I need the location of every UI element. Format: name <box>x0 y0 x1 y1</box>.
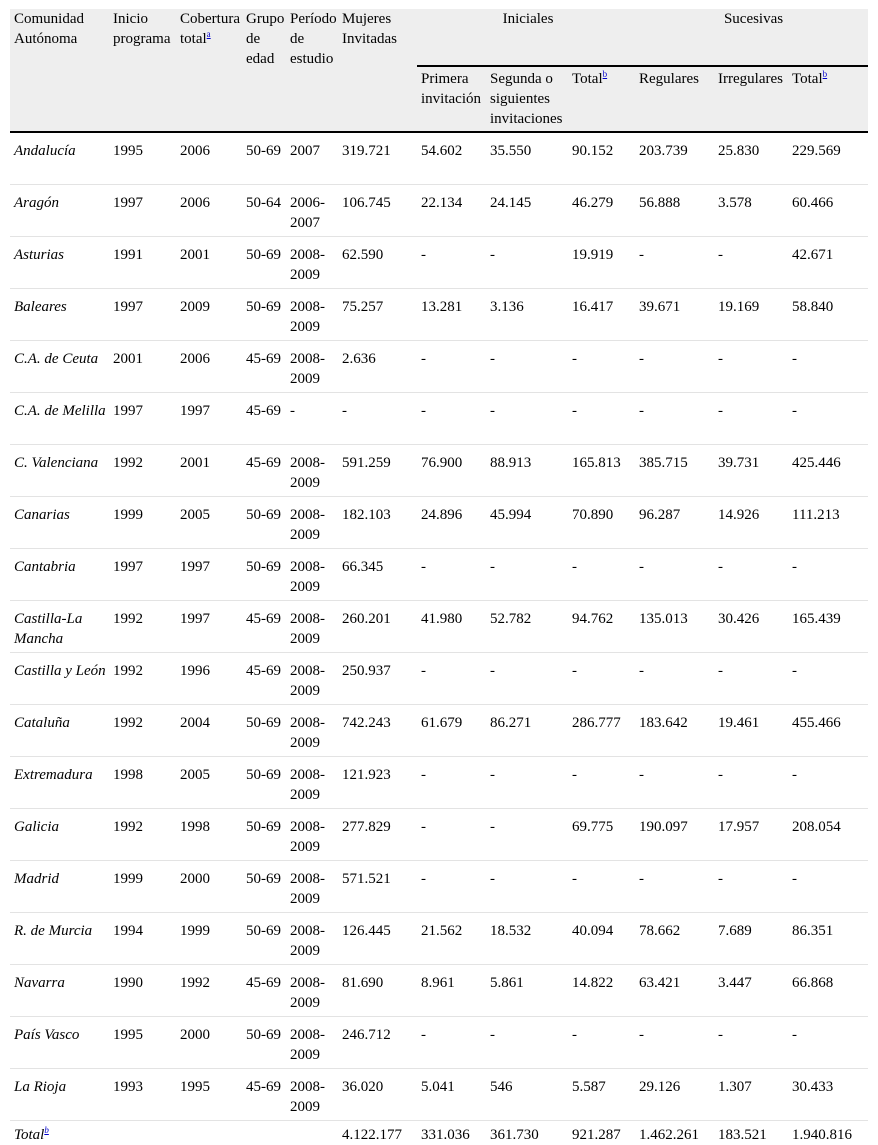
cell-total-suc: - <box>788 861 868 913</box>
cell-segunda: - <box>486 1017 568 1069</box>
table-row <box>10 289 868 341</box>
table-row <box>10 1017 868 1069</box>
cell-total-ini: - <box>568 393 635 445</box>
cell-irregulares: 19.169 <box>714 289 788 341</box>
cell-segunda: 88.913 <box>486 445 568 497</box>
cell-primera: 76.900 <box>417 445 486 497</box>
cell-total-suc: 60.466 <box>788 185 868 237</box>
cell-periodo: 2008-2009 <box>286 1069 338 1121</box>
cell-total-suc: - <box>788 549 868 601</box>
cell-region: Cantabria <box>10 549 109 601</box>
cell-segunda: - <box>486 757 568 809</box>
cell-mujeres: 121.923 <box>338 757 417 809</box>
footnote-b-link[interactable]: b <box>823 69 828 79</box>
col-header-grupo: Grupo de edad <box>242 9 286 132</box>
cell-periodo: 2008-2009 <box>286 965 338 1017</box>
cell-regulares: - <box>635 393 714 445</box>
total-empty-cell <box>176 1121 242 1145</box>
total-empty-cell <box>286 1121 338 1145</box>
cell-inicio: 1993 <box>109 1069 176 1121</box>
cell-cobertura: 1996 <box>176 653 242 705</box>
cell-grupo: 45-69 <box>242 393 286 445</box>
total-cell-segunda: 361.730 <box>486 1121 568 1145</box>
cell-primera: - <box>417 757 486 809</box>
cell-periodo: 2008-2009 <box>286 601 338 653</box>
cell-regulares: 63.421 <box>635 965 714 1017</box>
cell-total-suc: 42.671 <box>788 237 868 289</box>
cell-segunda: - <box>486 653 568 705</box>
cell-segunda: - <box>486 549 568 601</box>
cell-region: Aragón <box>10 185 109 237</box>
cell-cobertura: 1997 <box>176 393 242 445</box>
cell-grupo: 50-69 <box>242 861 286 913</box>
cell-grupo: 45-69 <box>242 601 286 653</box>
group-header-iniciales: Iniciales <box>417 9 635 66</box>
cell-cobertura: 1998 <box>176 809 242 861</box>
cell-regulares: 29.126 <box>635 1069 714 1121</box>
cell-cobertura: 2006 <box>176 341 242 393</box>
cell-total-suc: 229.569 <box>788 132 868 185</box>
cell-inicio: 1990 <box>109 965 176 1017</box>
total-iniciales-label: Total <box>572 71 603 87</box>
cell-total-ini: 5.587 <box>568 1069 635 1121</box>
cell-primera: 21.562 <box>417 913 486 965</box>
cell-region: Galicia <box>10 809 109 861</box>
cell-periodo: 2008-2009 <box>286 237 338 289</box>
header-row-top <box>10 9 868 66</box>
cell-segunda: - <box>486 393 568 445</box>
cell-grupo: 50-69 <box>242 913 286 965</box>
cell-inicio: 1992 <box>109 653 176 705</box>
cell-total-ini: 40.094 <box>568 913 635 965</box>
col-header-total-sucesivas <box>788 66 868 132</box>
cell-region: Asturias <box>10 237 109 289</box>
cell-primera: - <box>417 861 486 913</box>
cell-periodo: 2008-2009 <box>286 913 338 965</box>
cell-primera: 54.602 <box>417 132 486 185</box>
footnote-b-link[interactable]: b <box>44 1125 49 1135</box>
cell-inicio: 1997 <box>109 185 176 237</box>
cell-grupo: 45-69 <box>242 965 286 1017</box>
cell-region: C.A. de Ceuta <box>10 341 109 393</box>
cell-cobertura: 2005 <box>176 757 242 809</box>
cell-region: C. Valenciana <box>10 445 109 497</box>
cell-total-ini: 16.417 <box>568 289 635 341</box>
cell-total-ini: 165.813 <box>568 445 635 497</box>
cell-inicio: 1992 <box>109 601 176 653</box>
table-row <box>10 757 868 809</box>
col-header-segunda: Segunda o siguientes invitaciones <box>486 66 568 132</box>
cell-periodo: 2008-2009 <box>286 757 338 809</box>
cell-irregulares: - <box>714 1017 788 1069</box>
cell-irregulares: 17.957 <box>714 809 788 861</box>
total-cell-mujeres: 4.122.177 <box>338 1121 417 1145</box>
table-row <box>10 913 868 965</box>
cell-periodo: 2008-2009 <box>286 1017 338 1069</box>
cell-grupo: 45-69 <box>242 653 286 705</box>
cell-regulares: 135.013 <box>635 601 714 653</box>
cell-primera: - <box>417 393 486 445</box>
cell-segunda: 86.271 <box>486 705 568 757</box>
table-body <box>10 132 868 1145</box>
cell-total-suc: - <box>788 757 868 809</box>
cell-regulares: 190.097 <box>635 809 714 861</box>
cell-cobertura: 2004 <box>176 705 242 757</box>
cell-segunda: - <box>486 341 568 393</box>
total-label-cell <box>10 1121 109 1145</box>
cell-total-suc: 86.351 <box>788 913 868 965</box>
col-header-inicio: Inicio programa <box>109 9 176 132</box>
cell-irregulares: - <box>714 393 788 445</box>
cell-mujeres: 66.345 <box>338 549 417 601</box>
cell-inicio: 1997 <box>109 393 176 445</box>
col-header-comunidad: Comunidad Autónoma <box>10 9 109 132</box>
cell-region: La Rioja <box>10 1069 109 1121</box>
cell-mujeres: 319.721 <box>338 132 417 185</box>
cell-irregulares: - <box>714 757 788 809</box>
cell-irregulares: 1.307 <box>714 1069 788 1121</box>
table-row <box>10 601 868 653</box>
cell-segunda: - <box>486 809 568 861</box>
cell-cobertura: 2006 <box>176 132 242 185</box>
cell-total-suc: 165.439 <box>788 601 868 653</box>
cell-primera: - <box>417 549 486 601</box>
col-header-mujeres: Mujeres Invitadas <box>338 9 417 132</box>
cell-region: Andalucía <box>10 132 109 185</box>
cell-mujeres: 742.243 <box>338 705 417 757</box>
cell-segunda: - <box>486 237 568 289</box>
cell-primera: 22.134 <box>417 185 486 237</box>
cell-inicio: 1991 <box>109 237 176 289</box>
total-cell-regulares: 1.462.261 <box>635 1121 714 1145</box>
cell-grupo: 50-69 <box>242 809 286 861</box>
cell-segunda: 546 <box>486 1069 568 1121</box>
table-row <box>10 1069 868 1121</box>
cell-cobertura: 2006 <box>176 185 242 237</box>
cell-primera: - <box>417 1017 486 1069</box>
cell-region: Extremadura <box>10 757 109 809</box>
cell-inicio: 1999 <box>109 497 176 549</box>
cell-regulares: 96.287 <box>635 497 714 549</box>
cell-total-suc: 66.868 <box>788 965 868 1017</box>
cell-mujeres: 250.937 <box>338 653 417 705</box>
cell-irregulares: 19.461 <box>714 705 788 757</box>
table-row <box>10 497 868 549</box>
cell-primera: - <box>417 341 486 393</box>
cell-mujeres: 62.590 <box>338 237 417 289</box>
cell-cobertura: 1992 <box>176 965 242 1017</box>
cell-inicio: 1995 <box>109 1017 176 1069</box>
cell-grupo: 50-69 <box>242 132 286 185</box>
cell-primera: 13.281 <box>417 289 486 341</box>
cell-inicio: 1994 <box>109 913 176 965</box>
cell-irregulares: - <box>714 861 788 913</box>
cell-total-ini: 70.890 <box>568 497 635 549</box>
cell-regulares: - <box>635 237 714 289</box>
cell-grupo: 45-69 <box>242 445 286 497</box>
cell-grupo: 50-69 <box>242 549 286 601</box>
cell-total-suc: 111.213 <box>788 497 868 549</box>
cell-total-suc: - <box>788 1017 868 1069</box>
cell-periodo: 2008-2009 <box>286 445 338 497</box>
col-header-regulares: Regulares <box>635 66 714 132</box>
cell-mujeres: 246.712 <box>338 1017 417 1069</box>
cell-irregulares: - <box>714 549 788 601</box>
table-row <box>10 861 868 913</box>
cell-region: Madrid <box>10 861 109 913</box>
cell-total-ini: - <box>568 653 635 705</box>
cell-periodo: 2007 <box>286 132 338 185</box>
cell-total-suc: 58.840 <box>788 289 868 341</box>
total-row <box>10 1121 868 1145</box>
cell-total-suc: - <box>788 653 868 705</box>
col-header-total-iniciales <box>568 66 635 132</box>
col-header-periodo: Período de estudio <box>286 9 338 132</box>
table-row <box>10 445 868 497</box>
cell-primera: - <box>417 809 486 861</box>
cell-grupo: 50-69 <box>242 1017 286 1069</box>
cobertura-label: Cobertura total <box>180 11 240 47</box>
cell-segunda: 24.145 <box>486 185 568 237</box>
cell-region: C.A. de Melilla <box>10 393 109 445</box>
cell-grupo: 50-69 <box>242 237 286 289</box>
cell-total-ini: - <box>568 341 635 393</box>
cell-total-ini: - <box>568 757 635 809</box>
cell-periodo: 2008-2009 <box>286 497 338 549</box>
group-header-sucesivas: Sucesivas <box>635 9 868 66</box>
cell-irregulares: 30.426 <box>714 601 788 653</box>
table-row <box>10 705 868 757</box>
cell-mujeres: 36.020 <box>338 1069 417 1121</box>
total-cell-irregulares: 183.521 <box>714 1121 788 1145</box>
cell-region: Navarra <box>10 965 109 1017</box>
total-cell-total-suc: 1.940.816 <box>788 1121 868 1145</box>
cell-region: Baleares <box>10 289 109 341</box>
col-header-irregulares: Irregulares <box>714 66 788 132</box>
cell-regulares: - <box>635 861 714 913</box>
cell-grupo: 50-64 <box>242 185 286 237</box>
cell-cobertura: 2000 <box>176 861 242 913</box>
data-table-container <box>10 9 868 1145</box>
cell-total-suc: 425.446 <box>788 445 868 497</box>
cell-segunda: 5.861 <box>486 965 568 1017</box>
cell-grupo: 50-69 <box>242 289 286 341</box>
cell-segunda: 45.994 <box>486 497 568 549</box>
cell-region: Cataluña <box>10 705 109 757</box>
cell-cobertura: 2009 <box>176 289 242 341</box>
cell-inicio: 1999 <box>109 861 176 913</box>
cell-cobertura: 1997 <box>176 549 242 601</box>
cell-total-suc: - <box>788 393 868 445</box>
cell-irregulares: - <box>714 653 788 705</box>
table-row <box>10 132 868 185</box>
cell-mujeres: 2.636 <box>338 341 417 393</box>
cell-periodo: 2008-2009 <box>286 861 338 913</box>
cell-inicio: 1998 <box>109 757 176 809</box>
cell-cobertura: 1999 <box>176 913 242 965</box>
total-label: Total <box>14 1127 44 1143</box>
cell-primera: 61.679 <box>417 705 486 757</box>
cell-irregulares: 7.689 <box>714 913 788 965</box>
cell-mujeres: 591.259 <box>338 445 417 497</box>
col-header-primera: Primera invitación <box>417 66 486 132</box>
cell-regulares: - <box>635 757 714 809</box>
cell-total-ini: - <box>568 549 635 601</box>
cell-regulares: 203.739 <box>635 132 714 185</box>
table-row <box>10 965 868 1017</box>
cell-primera: 8.961 <box>417 965 486 1017</box>
table-row <box>10 185 868 237</box>
cell-total-ini: 90.152 <box>568 132 635 185</box>
cell-total-suc: 455.466 <box>788 705 868 757</box>
cell-cobertura: 2001 <box>176 237 242 289</box>
cell-region: Castilla y León <box>10 653 109 705</box>
cell-periodo: 2008-2009 <box>286 549 338 601</box>
total-empty-cell <box>109 1121 176 1145</box>
screening-table <box>10 9 868 1145</box>
cell-primera: 24.896 <box>417 497 486 549</box>
table-row <box>10 237 868 289</box>
cell-inicio: 1992 <box>109 445 176 497</box>
cell-grupo: 45-69 <box>242 341 286 393</box>
col-header-cobertura <box>176 9 242 132</box>
cell-total-ini: 94.762 <box>568 601 635 653</box>
total-cell-total-ini: 921.287 <box>568 1121 635 1145</box>
cell-mujeres: 75.257 <box>338 289 417 341</box>
cell-total-ini: 19.919 <box>568 237 635 289</box>
cell-segunda: 35.550 <box>486 132 568 185</box>
cell-region: Castilla-La Mancha <box>10 601 109 653</box>
cell-inicio: 2001 <box>109 341 176 393</box>
cell-regulares: 183.642 <box>635 705 714 757</box>
cell-total-ini: 46.279 <box>568 185 635 237</box>
cell-mujeres: 126.445 <box>338 913 417 965</box>
cell-irregulares: 3.447 <box>714 965 788 1017</box>
total-empty-cell <box>242 1121 286 1145</box>
cell-cobertura: 2001 <box>176 445 242 497</box>
cell-primera: 41.980 <box>417 601 486 653</box>
cell-regulares: 78.662 <box>635 913 714 965</box>
total-sucesivas-label: Total <box>792 71 823 87</box>
cell-regulares: 56.888 <box>635 185 714 237</box>
cell-cobertura: 1997 <box>176 601 242 653</box>
cell-grupo: 50-69 <box>242 705 286 757</box>
cell-irregulares: 25.830 <box>714 132 788 185</box>
cell-irregulares: 3.578 <box>714 185 788 237</box>
cell-total-ini: 286.777 <box>568 705 635 757</box>
cell-total-suc: 30.433 <box>788 1069 868 1121</box>
cell-mujeres: 182.103 <box>338 497 417 549</box>
cell-mujeres: 106.745 <box>338 185 417 237</box>
cell-periodo: 2008-2009 <box>286 653 338 705</box>
cell-regulares: 39.671 <box>635 289 714 341</box>
cell-total-suc: 208.054 <box>788 809 868 861</box>
table-row <box>10 809 868 861</box>
cell-region: R. de Murcia <box>10 913 109 965</box>
cell-mujeres: 277.829 <box>338 809 417 861</box>
cell-inicio: 1992 <box>109 705 176 757</box>
table-row <box>10 393 868 445</box>
cell-periodo: 2008-2009 <box>286 809 338 861</box>
cell-inicio: 1992 <box>109 809 176 861</box>
cell-segunda: - <box>486 861 568 913</box>
cell-inicio: 1997 <box>109 549 176 601</box>
table-row <box>10 653 868 705</box>
cell-irregulares: 39.731 <box>714 445 788 497</box>
cell-total-ini: 14.822 <box>568 965 635 1017</box>
cell-regulares: - <box>635 1017 714 1069</box>
total-cell-primera: 331.036 <box>417 1121 486 1145</box>
cell-irregulares: - <box>714 237 788 289</box>
cell-primera: 5.041 <box>417 1069 486 1121</box>
cell-regulares: 385.715 <box>635 445 714 497</box>
cell-inicio: 1995 <box>109 132 176 185</box>
cell-region: País Vasco <box>10 1017 109 1069</box>
footnote-b-link[interactable]: b <box>603 69 608 79</box>
cell-mujeres: 571.521 <box>338 861 417 913</box>
cell-periodo: 2008-2009 <box>286 705 338 757</box>
cell-segunda: 3.136 <box>486 289 568 341</box>
footnote-a-link[interactable]: a <box>207 29 211 39</box>
cell-total-ini: - <box>568 1017 635 1069</box>
cell-regulares: - <box>635 549 714 601</box>
cell-mujeres: 260.201 <box>338 601 417 653</box>
cell-segunda: 52.782 <box>486 601 568 653</box>
cell-grupo: 50-69 <box>242 497 286 549</box>
cell-regulares: - <box>635 341 714 393</box>
cell-irregulares: - <box>714 341 788 393</box>
cell-total-suc: - <box>788 341 868 393</box>
cell-mujeres: 81.690 <box>338 965 417 1017</box>
cell-mujeres: - <box>338 393 417 445</box>
cell-total-ini: 69.775 <box>568 809 635 861</box>
cell-grupo: 45-69 <box>242 1069 286 1121</box>
table-row <box>10 549 868 601</box>
cell-primera: - <box>417 237 486 289</box>
cell-total-ini: - <box>568 861 635 913</box>
cell-inicio: 1997 <box>109 289 176 341</box>
cell-periodo: 2008-2009 <box>286 289 338 341</box>
cell-irregulares: 14.926 <box>714 497 788 549</box>
cell-periodo: 2006-2007 <box>286 185 338 237</box>
cell-periodo: 2008-2009 <box>286 341 338 393</box>
table-row <box>10 341 868 393</box>
cell-region: Canarias <box>10 497 109 549</box>
cell-cobertura: 2000 <box>176 1017 242 1069</box>
cell-regulares: - <box>635 653 714 705</box>
cell-grupo: 50-69 <box>242 757 286 809</box>
cell-primera: - <box>417 653 486 705</box>
cell-segunda: 18.532 <box>486 913 568 965</box>
cell-cobertura: 1995 <box>176 1069 242 1121</box>
cell-cobertura: 2005 <box>176 497 242 549</box>
cell-periodo: - <box>286 393 338 445</box>
